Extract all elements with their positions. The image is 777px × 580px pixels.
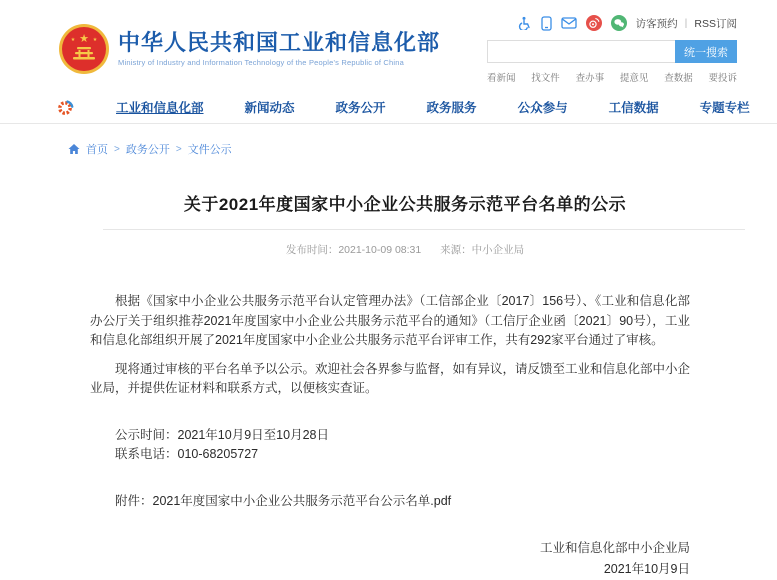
nav-item-news[interactable]: 新闻动态 bbox=[244, 100, 295, 115]
article-source: 来源：中小企业局 bbox=[440, 244, 525, 256]
nav-item-public-participation[interactable]: 公众参与 bbox=[517, 100, 568, 115]
publish-time: 发布时间：2021-10-09 08:31 bbox=[285, 244, 422, 256]
signature-block bbox=[90, 538, 690, 580]
svg-text:★: ★ bbox=[92, 36, 98, 43]
site-subtitle: Ministry of Industry and Information Technology of the People's Republic of China bbox=[118, 58, 404, 68]
svg-text:★: ★ bbox=[79, 32, 89, 45]
site-brand bbox=[58, 13, 440, 84]
quick-link-data[interactable]: 查数据 bbox=[664, 73, 693, 84]
national-emblem-icon bbox=[58, 23, 110, 75]
quick-link-suggestions[interactable]: 提意见 bbox=[619, 73, 649, 84]
signature-date: 2021年10月9日 bbox=[603, 561, 690, 576]
search-bar bbox=[487, 40, 737, 63]
site-title: 中华人民共和国工业和信息化部 bbox=[118, 29, 441, 55]
rss-link[interactable]: RSS订阅 bbox=[694, 17, 737, 30]
article-body bbox=[90, 292, 690, 580]
main-nav bbox=[0, 90, 777, 124]
mail-icon[interactable] bbox=[561, 17, 577, 29]
quick-link-complaints[interactable]: 要投诉 bbox=[708, 73, 737, 84]
weibo-icon[interactable] bbox=[586, 15, 602, 31]
accessibility-icon[interactable] bbox=[518, 16, 532, 30]
article-meta bbox=[65, 242, 745, 257]
search-input[interactable] bbox=[487, 40, 675, 63]
brand-text bbox=[118, 30, 440, 67]
quick-links bbox=[487, 70, 737, 84]
info-block bbox=[90, 426, 690, 464]
nav-item-gov-disclosure[interactable]: 政务公开 bbox=[335, 100, 386, 115]
signature-org: 工业和信息化部中小企业局 bbox=[539, 540, 690, 555]
quick-link-files[interactable]: 找文件 bbox=[531, 73, 560, 84]
nav-item-special-topics[interactable]: 专题专栏 bbox=[699, 100, 750, 115]
breadcrumb-separator: > bbox=[175, 143, 182, 155]
breadcrumb-gov-disclosure[interactable]: 政务公开 bbox=[125, 144, 170, 156]
nav-item-gov-services[interactable]: 政务服务 bbox=[426, 100, 477, 115]
attachment-link[interactable]: 附件：2021年度国家中小企业公共服务示范平台公示名单.pdf bbox=[115, 493, 452, 508]
article-title: 关于2021年度国家中小企业公共服务示范平台名单的公示 bbox=[183, 195, 627, 214]
nav-item-data[interactable]: 工信数据 bbox=[608, 100, 659, 115]
quick-link-news[interactable]: 看新闻 bbox=[487, 73, 516, 84]
visitor-appointment-link[interactable]: 访客预约 bbox=[635, 17, 678, 30]
utility-row bbox=[487, 15, 737, 31]
top-links-divider: | bbox=[684, 17, 688, 29]
header-right bbox=[487, 13, 737, 84]
article bbox=[65, 190, 745, 580]
site-header bbox=[0, 0, 777, 90]
nav-item-miit[interactable]: 工业和信息化部 bbox=[116, 100, 204, 115]
publicity-period: 公示时间：2021年10月9日至10月28日 bbox=[115, 427, 329, 442]
svg-text:★: ★ bbox=[70, 36, 76, 43]
miit-logo-icon[interactable] bbox=[57, 98, 75, 116]
search-button[interactable]: 统一搜索 bbox=[675, 40, 737, 63]
quick-link-services[interactable]: 查办事 bbox=[575, 73, 605, 84]
paragraph: 根据《国家中小企业公共服务示范平台认定管理办法》（工信部企业〔2017〕156号）、《工业和信息化部办公厅关于组织推荐2021年度国家中小企业公共服务示范平台的通知》（工信厅企业函〔2021〕90号），工业和信息化部组织开展了2021年度国家中小企业公共服务示范平台评审工作，共有292家平台通过了审核。 bbox=[90, 294, 690, 347]
breadcrumb bbox=[68, 141, 777, 157]
contact-phone: 联系电话：010-68205727 bbox=[115, 446, 259, 461]
wechat-icon[interactable] bbox=[611, 15, 627, 31]
breadcrumb-separator: > bbox=[114, 143, 120, 155]
breadcrumb-file-announcements[interactable]: 文件公示 bbox=[187, 144, 232, 156]
title-divider bbox=[103, 229, 745, 230]
paragraph: 现将通过审核的平台名单予以公示。欢迎社会各界参与监督，如有异议，请反馈至工业和信息化部中小企业局，并提供佐证材料和联系方式，以便核实查证。 bbox=[90, 361, 691, 395]
mobile-icon[interactable] bbox=[541, 16, 552, 31]
breadcrumb-home[interactable]: 首页 bbox=[86, 144, 108, 156]
home-icon[interactable] bbox=[68, 143, 80, 155]
